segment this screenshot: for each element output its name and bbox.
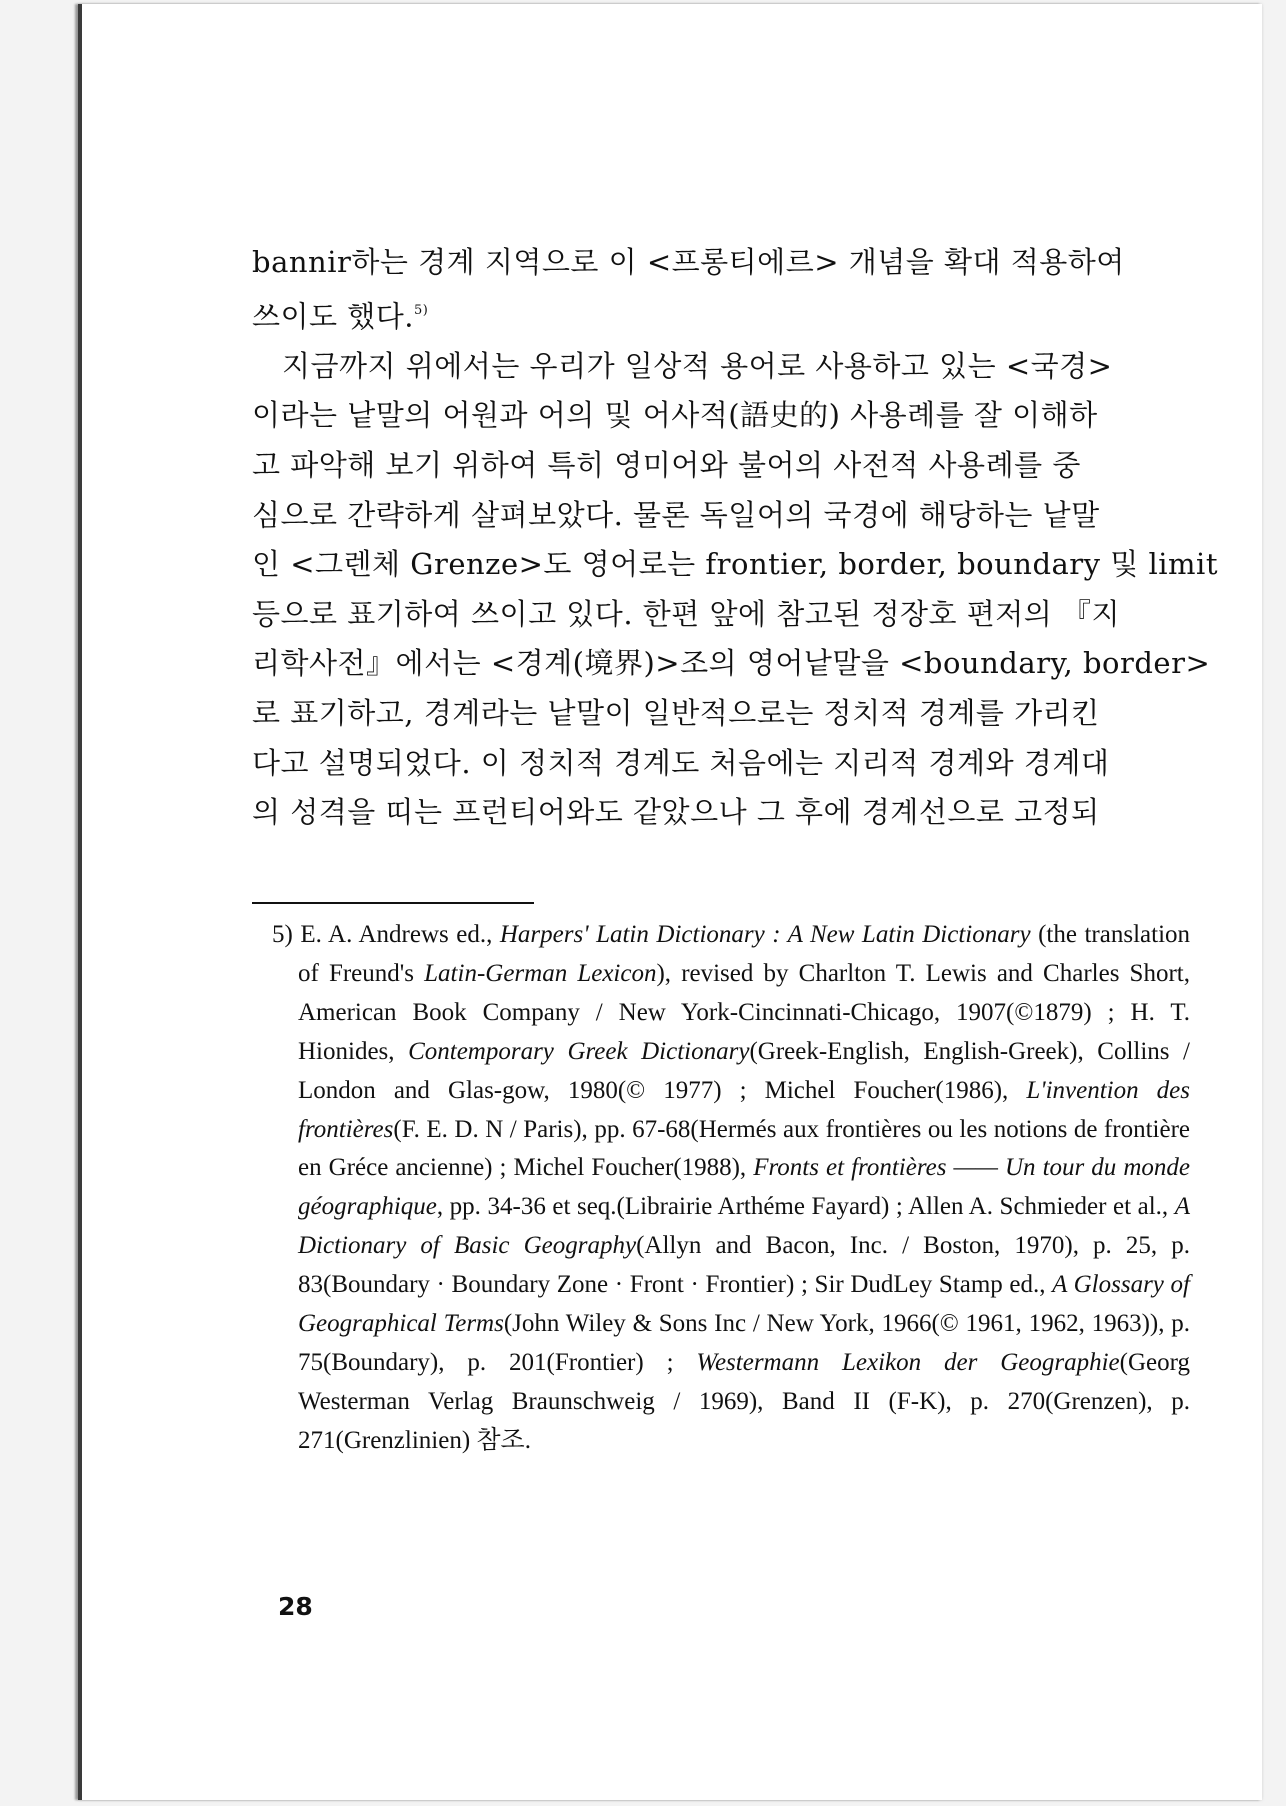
text-line: 고 파악해 보기 위하여 특히 영미어와 불어의 사전적 사용례를 중 [252, 448, 1081, 483]
footnote-title: Latin-German Lexicon [424, 959, 657, 987]
footnote-title: Contemporary Greek Dictionary [408, 1037, 750, 1065]
text-line-content: 쓰이도 했다. [252, 299, 415, 334]
text-line: 등으로 표기하여 쓰이고 있다. 한편 앞에 참고된 정장호 편저의 『지 [252, 596, 1121, 631]
footnote-segment: (F. E. D. N / Paris), pp. 67-68(Hermés aux frontières ou les notions de frontière en Gréce ancienne) ; Michel Foucher(1988), [298, 1115, 1190, 1182]
footnote-segment: (Georg Westerman Verlag Braunschweig / 1969), Band II (F-K), p. 270(Grenzen), p. 271(Grenzlinien) 참조. [298, 1348, 1190, 1454]
footnote-title: L'invention des frontières [298, 1076, 1190, 1143]
footnote-segment: (Greek-English, English-Greek), Collins / London and Glas-gow, 1980(© 1977) ; Michel Foucher(1986), [298, 1037, 1190, 1104]
book-page [78, 4, 1262, 1800]
footnote-segment: E. A. Andrews ed., [300, 921, 500, 948]
footnote-title: Westermann Lexikon der Geographie [696, 1348, 1120, 1376]
text-line: 로 표기하고, 경계라는 낱말이 일반적으로는 정치적 경계를 가리킨 [252, 696, 1100, 730]
footnote-title: Fronts et frontières —— Un tour du monde géographique [298, 1154, 1190, 1221]
text-line: 의 성격을 띠는 프런티어와도 같았으나 그 후에 경계선으로 고정되 [252, 795, 1100, 830]
text-line: 리학사전』에서는 <경계(境界)>조의 영어낱말을 <boundary, border> [252, 646, 1211, 681]
main-text [252, 238, 1218, 838]
footnote-segment: ), revised by Charlton T. Lewis and Charles Short, American Book Company / New York-Cincinnati-Chicago, 1907(©1879) ; H. T. Hionides, [298, 959, 1190, 1065]
footnote-segment: (John Wiley & Sons Inc / New York, 1966(© 1961, 1962, 1963)), p. 75(Boundary), p. 201(Frontier) ; [298, 1310, 1190, 1376]
footnote-title: A Glossary of Geographical Terms [298, 1271, 1190, 1338]
footnote-body [272, 916, 1190, 1461]
text-line: 다고 설명되었다. 이 정치적 경계도 처음에는 지리적 경계와 경계대 [252, 745, 1110, 780]
text-line: 지금까지 위에서는 우리가 일상적 용어로 사용하고 있는 <국경> [282, 348, 1113, 383]
footnote-segment: , pp. 34-36 et seq.(Librairie Arthéme Fayard) ; Allen A. Schmieder et al., [436, 1193, 1175, 1221]
footnote-divider [252, 902, 534, 904]
page-number: 28 [278, 1592, 313, 1621]
footnote-reference: 5) [414, 302, 429, 318]
text-line: 인 <그렌체 Grenze>도 영어로는 frontier, border, boundary 및 limit [252, 547, 1218, 582]
footnote-number: 5) [272, 921, 293, 948]
text-line: bannir하는 경계 지역으로 이 <프롱티에르> 개념을 확대 적용하여 [252, 245, 1125, 279]
footnote-title: Harpers' Latin Dictionary : A New Latin Dictionary [499, 921, 1031, 948]
footnote-title: A Dictionary of Basic Geography [298, 1193, 1190, 1260]
footnote-segment: (Allyn and Bacon, Inc. / Boston, 1970), p. 25, p. 83(Boundary · Boundary Zone · Front · Frontier) ; Sir DudLey Stamp ed., [298, 1232, 1190, 1299]
footnote-text [298, 921, 1190, 1454]
footnote [272, 916, 1190, 1461]
text-line: 이라는 낱말의 어원과 어의 및 어사적(語史的) 사용례를 잘 이해하 [252, 398, 1098, 433]
text-line [252, 288, 1190, 342]
text-line: 심으로 간략하게 살펴보았다. 물론 독일어의 국경에 해당하는 낱말 [252, 497, 1100, 532]
footnote-segment: (the translation of Freund's [298, 921, 1191, 987]
